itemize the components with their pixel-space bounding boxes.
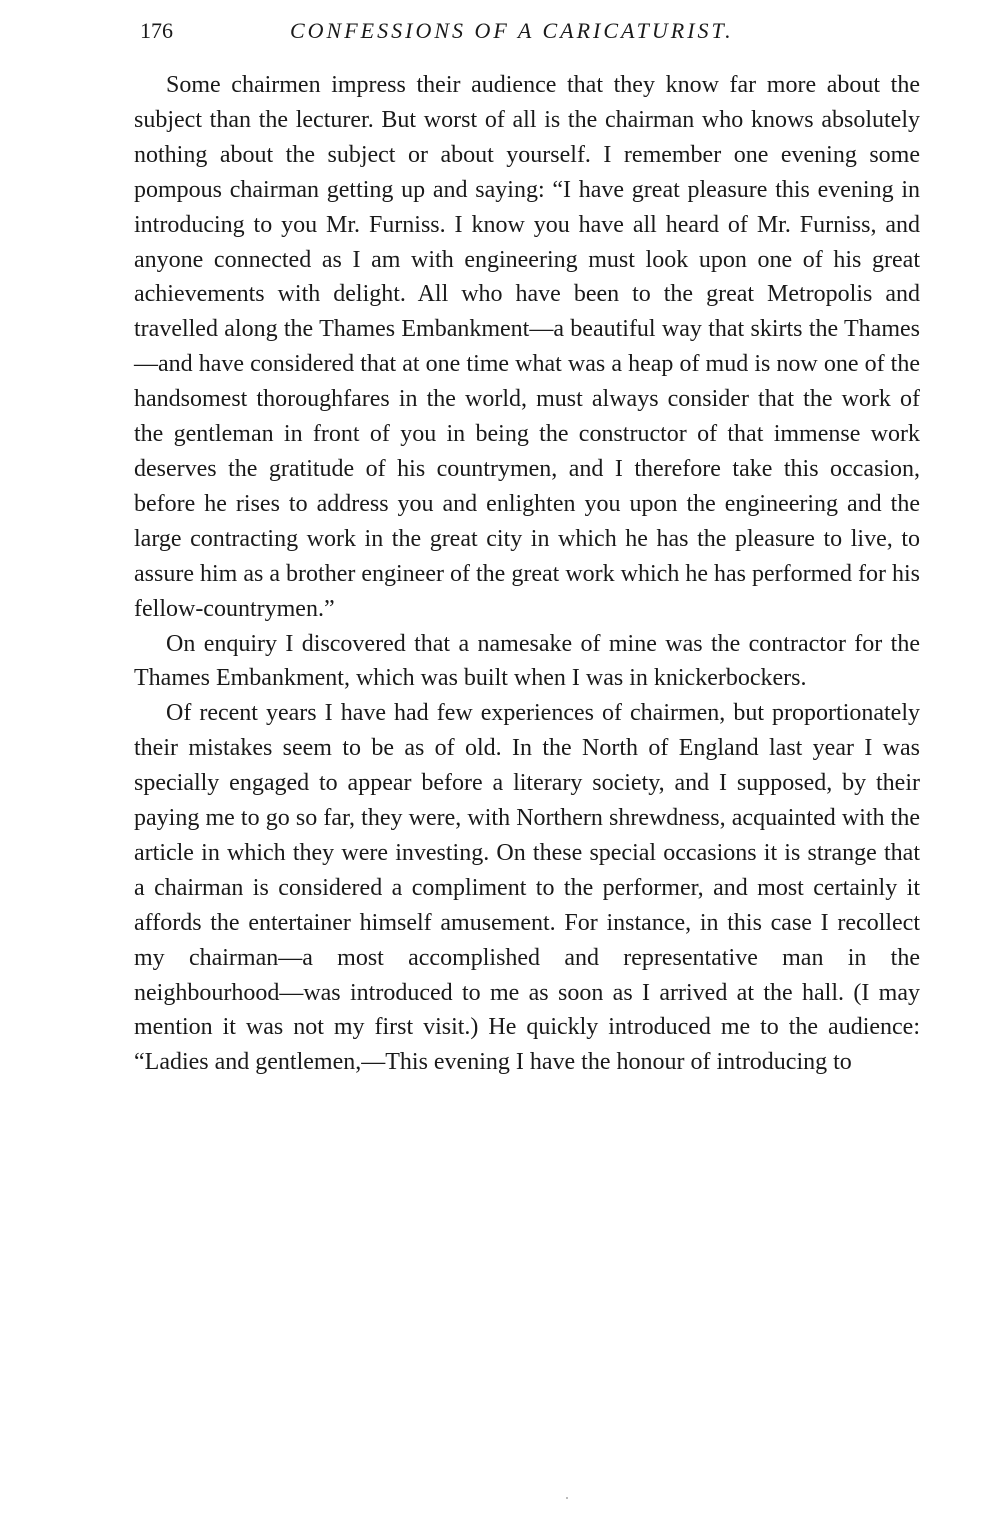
paper-speck xyxy=(566,1497,568,1499)
running-title: CONFESSIONS OF A CARICATURIST. xyxy=(290,18,734,43)
paragraph-chairman-anecdote: Some chairmen impress their audience that they know far more about the subject than the lecturer. But worst of all is the chairman who knows absolutely nothing about the subject or about yourself. I remember one evening some pompous chairman getting up and saying: “I have great pleasure this evening in introducing to you Mr. Furniss. I know you have all heard of Mr. Furniss, and anyone connected as I am with engineering must look upon one of his great achievements with delight. All who have been to the great Metropolis and travelled along the Thames Embankment—a beautiful way that skirts the Thames—and have considered that at one time what was a heap of mud is now one of the handsomest thoroughfares in the world, must always consider that the work of the gentleman in front of you in being the constructor of that immense work deserves the gratitude of his countrymen, and I therefore take this occasion, before he rises to address you and enlighten you upon the engineering and the large contracting work in the great city in which he has the pleasure to live, to assure him as a brother engineer of the great work which he has performed for his fellow-countrymen.” xyxy=(134,72,920,622)
paragraph-namesake: On enquiry I discovered that a namesake of mine was the contractor for the Thames Embankment, which was built when I was in knickerbockers. xyxy=(134,630,920,692)
paragraph-north-of-england: Of recent years I have had few experiences of chairmen, but proportionately their mistakes seem to be as of old. In the North of England last year I was specially engaged to appear before a literary society, and I supposed, by their paying me to go so far, they were, with Northern shrewdness, acquainted with the article in which they were investing. On these special occasions it is strange that a chairman is considered a compliment to the performer, and most certainly it affords the entertainer himself amusement. For instance, in this case I recollect my chairman—a most accomplished and representative man in the neighbourhood—was introduced to me as soon as I arrived at the hall. (I may mention it was not my first visit.) He quickly introduced me to the audience: “Ladies and gentlemen,—This evening I have the honour of introducing to xyxy=(134,700,920,1076)
page-number: 176 xyxy=(140,18,173,43)
running-head xyxy=(140,14,920,48)
body-text xyxy=(134,68,920,1080)
